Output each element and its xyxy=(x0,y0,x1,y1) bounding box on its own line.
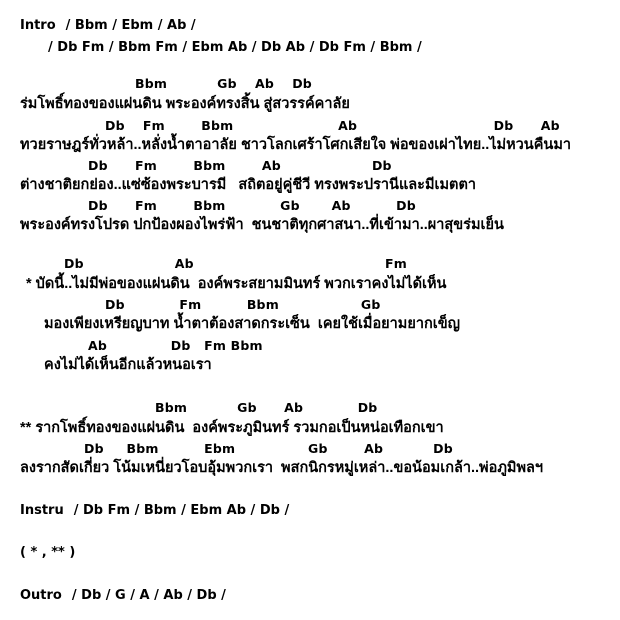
instru-line xyxy=(20,504,289,517)
chorus1-lyrics-2: มองเพียงเหรียญบาท น้ำตาต้องสาดกระเซ็น เคยใช้เมื่อยามยากเข็ญ xyxy=(44,316,461,332)
outro-label: Outro xyxy=(20,588,62,603)
intro-line-2 xyxy=(48,41,422,54)
chorus1-chords-3: Ab Db Fm Bbm xyxy=(88,338,263,353)
chorus2-chords-1: Bbm Gb Ab Db xyxy=(155,400,378,415)
chorus2-lyrics-1: ** รากโพธิ์ทองของแผ่นดิน องค์พระภูมินทร์ รวมกอเป็นหน่อเทือกเขา xyxy=(20,420,444,436)
chorus2-chords-2: Db Bbm Ebm Gb Ab Db xyxy=(84,441,453,456)
chorus1-chords-2: Db Fm Bbm Gb xyxy=(105,297,381,312)
verse1-chords-2: Db Fm Bbm Ab Db Ab xyxy=(105,118,560,133)
verse1-chords-4: Db Fm Bbm Gb Ab Db xyxy=(88,198,416,213)
verse1-chords-3: Db Fm Bbm Ab Db xyxy=(88,158,392,173)
outro-line xyxy=(20,589,226,602)
chorus2-lyrics-2: ลงรากสัดเกี่ยว โน้มเหนี่ยวโอบอุ้มพวกเรา พสกนิกรหมู่เหล่า..ขอน้อมเกล้า..พ่อภูมิพลฯ xyxy=(20,460,544,476)
verse1-lyrics-2: ทวยราษฎร์ทั่วหล้า..หลั่งน้ำตาอาลัย ชาวโลกเศร้าโศกเสียใจ พ่อของเผ่าไทย..ไม่หวนคืนมา xyxy=(20,137,572,153)
chorus1-lyrics-3: คงไม่ได้เห็นอีกแล้วหนอเรา xyxy=(44,357,212,373)
chorus1-lyrics-1: * บัดนี้..ไม่มีพ่อของแผ่นดิน องค์พระสยามมินทร์ พวกเราคงไม่ได้เห็น xyxy=(26,276,447,292)
intro-label: Intro xyxy=(20,18,56,33)
verse1-lyrics-1: ร่มโพธิ์ทองของแผ่นดิน พระองค์ทรงสิ้น สู่สวรรค์คาลัย xyxy=(20,96,350,112)
intro-progression-2: / Db Fm / Bbm Fm / Ebm Ab / Db Ab / Db Fm / Bbm / xyxy=(48,40,422,55)
outro-progression: / Db / G / A / Ab / Db / xyxy=(71,588,226,603)
instru-label: Instru xyxy=(20,503,64,518)
verse1-lyrics-4: พระองค์ทรงโปรด ปกป้องผองไพร่ฟ้า ชนชาติทุกศาสนา..ที่เข้ามา..ผาสุขร่มเย็น xyxy=(20,217,504,233)
verse1-chords-1: Bbm Gb Ab Db xyxy=(135,76,312,91)
verse1-lyrics-3: ต่างชาติยกย่อง..แซ่ซ้องพระบารมี สถิตอยู่คู่ชีวี ทรงพระปรานีและมีเมตตา xyxy=(20,177,477,193)
intro-line-1 xyxy=(20,19,196,32)
instru-progression: / Db Fm / Bbm / Ebm Ab / Db / xyxy=(73,503,290,518)
repeat-marker: ( * , ** ) xyxy=(20,545,76,560)
chorus1-chords-1: Db Ab Fm xyxy=(64,256,407,271)
intro-progression-1: / Bbm / Ebm / Ab / xyxy=(65,18,196,33)
